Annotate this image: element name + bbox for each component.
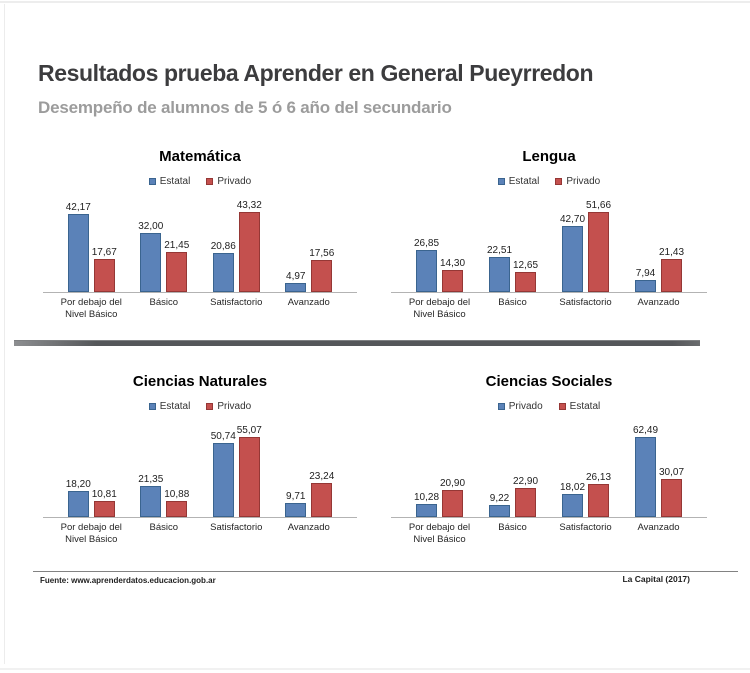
bar-privado [311,483,332,517]
bar-value-label: 18,20 [65,479,91,490]
category-label: Avanzado [287,297,330,308]
chart-legend [35,400,365,412]
category-label: Satisfactorio [210,297,263,308]
bar-column-estatal [138,474,164,517]
bar-value-label: 43,32 [236,200,262,211]
bar-column-estatal [210,431,236,517]
bar-value-label: 26,13 [585,472,612,483]
bar-column-privado [309,471,335,517]
bar-group [622,190,695,292]
bar-estatal [285,503,306,517]
bar-value-label: 17,56 [309,248,335,259]
footer-credit: La Capital (2017) [622,574,690,584]
bar-value-label: 10,81 [91,489,117,500]
bar-estatal [140,486,161,517]
footer-source: Fuente: www.aprenderdatos.educacion.gob.ar [40,576,216,585]
bar-column-privado [91,489,117,517]
bar-column-privado [164,240,190,292]
legend-item-estatal [498,176,540,187]
chart-ciencias-naturales [35,373,365,547]
legend-label: Privado [508,400,543,412]
legend-label: Privado [566,175,601,187]
bar-privado [588,212,609,292]
bar-group [55,415,128,517]
bar-column-privado [559,482,586,517]
bar-value-label: 12,65 [512,260,539,271]
chart-title: Lengua [522,148,576,165]
page-title: Resultados prueba Aprender en General Pueyrredon [38,60,594,86]
bar-value-label: 32,00 [138,221,164,232]
legend-label: Privado [217,400,252,412]
bar-value-label: 9,22 [489,493,510,504]
legend-item-privado [555,176,600,187]
legend-label: Estatal [569,400,601,412]
legend-swatch-estatal [149,403,156,410]
category-label: Avanzado [637,522,680,533]
bar-privado [239,212,260,292]
bar-group [128,415,201,517]
category-label: Por debajo del Nivel Básico [408,297,471,321]
bar-column-privado [236,425,262,517]
legend-label: Privado [217,175,252,187]
bar-value-label: 20,90 [439,478,466,489]
bar-estatal [68,214,89,292]
chart-legend [383,175,715,187]
bar-value-label: 51,66 [585,200,612,211]
bar-group [622,415,695,517]
bar-estatal [68,491,89,517]
category-label: Básico [149,522,178,533]
bar-column-privado [658,247,685,292]
bar-value-label: 21,35 [138,474,164,485]
chart-title: Matemática [159,148,241,165]
chart-legend [35,175,365,187]
bottom-edge-line [0,668,750,670]
legend-swatch-privado [498,403,505,410]
bar-group [403,415,476,517]
bar-privado [635,437,656,517]
bar-group [55,190,128,292]
legend-item-estatal [149,176,191,187]
bar-column-estatal [65,202,91,292]
category-label: Satisfactorio [559,297,612,308]
bar-group [476,190,549,292]
bar-group [128,190,201,292]
chart-title: Ciencias Naturales [132,373,268,390]
bar-column-estatal [210,241,236,292]
bar-column-privado [632,425,659,517]
category-label: Básico [498,522,527,533]
bar-column-privado [413,492,440,517]
bar-value-label: 26,85 [413,238,440,249]
bar-column-privado [91,247,117,292]
bar-estatal [489,257,510,292]
legend-label: Estatal [159,175,191,187]
legend-swatch-estatal [559,403,566,410]
bar-privado [442,270,463,292]
page-subtitle: Desempeño de alumnos de 5 ó 6 año del secundario [38,98,452,117]
bar-value-label: 50,74 [210,431,236,442]
bar-value-label: 30,07 [658,467,685,478]
chart-lengua [383,148,715,322]
bar-privado [239,437,260,517]
category-label: Por debajo del Nivel Básico [60,522,122,546]
bar-estatal [635,280,656,292]
bar-column-estatal [486,245,513,292]
bar-column-estatal [559,214,586,292]
bar-group [403,190,476,292]
bar-group [273,415,346,517]
bar-group [273,190,346,292]
bar-column-estatal [439,478,466,517]
legend-item-estatal [559,401,601,412]
chart-plot-area [43,415,357,518]
bar-privado [562,494,583,517]
bar-estatal [588,484,609,517]
bar-column-estatal [635,268,656,292]
bar-value-label: 9,71 [286,491,306,502]
bar-group [549,190,622,292]
legend-item-privado [206,401,251,412]
bar-estatal [562,226,583,292]
bar-value-label: 23,24 [309,471,335,482]
bar-estatal [285,283,306,292]
bar-column-estatal [658,467,685,517]
bar-value-label: 21,43 [658,247,685,258]
bar-column-estatal [285,491,306,517]
bar-value-label: 21,45 [164,240,190,251]
bar-value-label: 10,28 [413,492,440,503]
category-label: Básico [498,297,527,308]
bar-privado [94,259,115,292]
bar-estatal [442,490,463,517]
bar-column-estatal [65,479,91,517]
bar-privado [416,504,437,517]
chart-plot-area [391,190,707,293]
chart-legend [383,400,715,412]
legend-item-privado [206,176,251,187]
bar-value-label: 17,67 [91,247,117,258]
bar-column-privado [585,200,612,292]
bar-privado [661,259,682,292]
category-axis-labels [391,297,707,322]
category-label: Por debajo del Nivel Básico [408,522,471,546]
chart-matematica [35,148,365,322]
section-separator-bar [14,340,700,346]
bar-column-privado [236,200,262,292]
bar-privado [311,260,332,292]
category-label: Avanzado [637,297,680,308]
category-axis-labels [391,522,707,547]
chart-title: Ciencias Sociales [485,373,613,390]
bar-privado [94,501,115,517]
category-axis-labels [43,297,357,322]
bar-group [549,415,622,517]
bar-column-estatal [413,238,440,292]
bar-privado [489,505,510,517]
category-axis-labels [43,522,357,547]
bar-value-label: 55,07 [236,425,262,436]
bar-value-label: 22,90 [512,476,539,487]
legend-swatch-privado [206,403,213,410]
legend-swatch-privado [555,178,562,185]
bar-group [200,190,273,292]
legend-swatch-estatal [498,178,505,185]
legend-label: Estatal [508,175,540,187]
bar-value-label: 42,17 [65,202,91,213]
legend-swatch-privado [206,178,213,185]
bar-column-privado [489,493,510,517]
bar-column-estatal [585,472,612,517]
bar-column-privado [164,489,190,517]
bar-value-label: 62,49 [632,425,659,436]
legend-label: Estatal [159,400,191,412]
bar-column-estatal [285,271,306,292]
bar-estatal [416,250,437,292]
left-edge-line [4,4,5,664]
bar-estatal [140,233,161,292]
category-label: Satisfactorio [210,522,263,533]
bar-group [476,415,549,517]
bar-value-label: 18,02 [559,482,586,493]
bar-column-privado [309,248,335,292]
chart-plot-area [43,190,357,293]
bar-value-label: 22,51 [486,245,513,256]
top-edge-line [0,1,750,3]
category-label: Avanzado [287,522,330,533]
chart-ciencias-sociales [383,373,715,547]
bar-value-label: 42,70 [559,214,586,225]
legend-item-privado [498,401,543,412]
bar-estatal [515,488,536,517]
bar-estatal [213,253,234,292]
bar-column-privado [439,258,466,292]
bar-column-privado [512,260,539,292]
bar-value-label: 4,97 [286,271,306,282]
legend-item-estatal [149,401,191,412]
bar-estatal [661,479,682,517]
bar-estatal [213,443,234,517]
bar-privado [166,501,187,517]
category-label: Por debajo del Nivel Básico [60,297,122,321]
bar-value-label: 7,94 [635,268,656,279]
bar-value-label: 20,86 [210,241,236,252]
category-label: Satisfactorio [559,522,612,533]
bar-value-label: 10,88 [164,489,190,500]
legend-swatch-estatal [149,178,156,185]
bar-value-label: 14,30 [439,258,466,269]
bar-column-estatal [512,476,539,517]
chart-plot-area [391,415,707,518]
category-label: Básico [149,297,178,308]
bar-privado [515,272,536,292]
footer-rule [33,571,738,572]
bar-group [200,415,273,517]
bar-column-estatal [138,221,164,292]
bar-privado [166,252,187,292]
